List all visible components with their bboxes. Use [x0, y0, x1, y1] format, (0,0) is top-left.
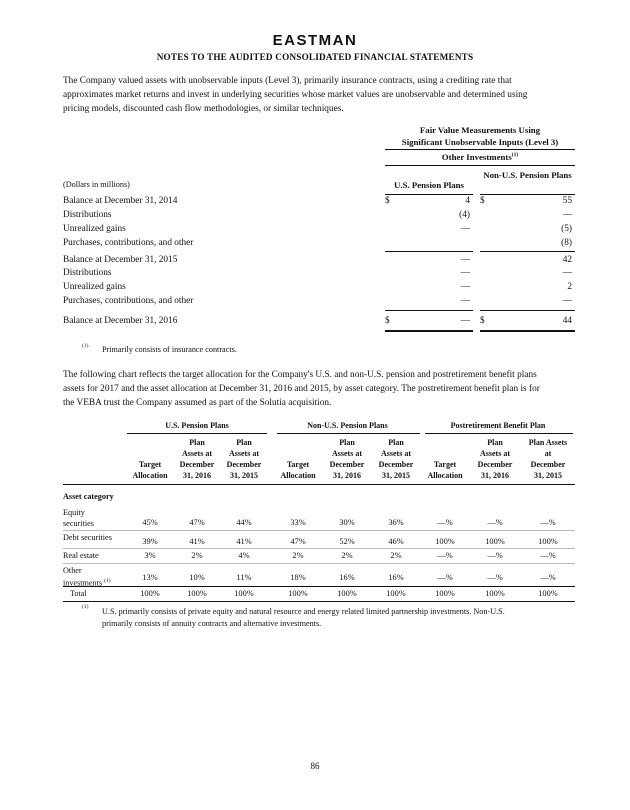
row-divider [63, 586, 575, 587]
col-header: Plan Assets at December 31, 2015 [378, 438, 414, 480]
col-nonus-pension: Non-U.S. Pension Plans [483, 170, 572, 180]
col-header: Plan Assets at December 31, 2015 [226, 438, 262, 480]
double-rule [385, 330, 473, 332]
row-divider [63, 548, 575, 549]
other-investments-header: Other Investments$^{(1)}$ [441, 152, 519, 162]
header-divider [63, 484, 575, 485]
row-divider [63, 601, 575, 602]
group-nonus-pension: Non-U.S. Pension Plans [307, 421, 388, 430]
divider [385, 251, 473, 252]
col-header: Target Allocation [280, 460, 316, 480]
divider [385, 194, 473, 195]
col-header: Plan Assets at December 31, 2016 [179, 438, 215, 480]
divider [277, 433, 420, 434]
row-divider [63, 563, 575, 564]
footnote-mark: (1) [82, 343, 89, 349]
col-us-pension: U.S. Pension Plans [394, 180, 464, 190]
col-header: Target Allocation [132, 460, 168, 480]
intro-paragraph: The Company valued assets with unobservable inputs (Level 3), primarily insurance contracts, using a crediting rate that approximates market returns and invest in underlying securities whose market values are unobservable and determined using pricing models, discounted cash flow methodologies, or similar techniques. [63, 76, 528, 114]
asset-category-label: Asset category [63, 492, 114, 501]
divider [385, 165, 575, 166]
divider [127, 433, 267, 434]
col-header: Target Allocation [427, 460, 463, 480]
divider [385, 310, 473, 311]
col-header: Plan Assets at December 31, 2016 [329, 438, 365, 480]
group-us-pension: U.S. Pension Plans [165, 421, 229, 430]
divider [385, 149, 575, 150]
divider [480, 310, 575, 311]
page-number: 86 [310, 761, 320, 771]
divider [480, 251, 575, 252]
row-divider [63, 530, 575, 531]
allocation-intro-paragraph: The following chart reflects the target allocation for the Company's U.S. and non-U.S. pension and postretirement benefit plans assets for 2017 and the asset allocation at December 31, 2016 and 2015, by asset category. The postretirement benefit plan is for the VEBA trust the Company assumed as part of the Solutia acquisition. [63, 370, 540, 408]
divider [480, 194, 575, 195]
divider [425, 433, 573, 434]
level3-table-header: Fair Value Measurements Using Significant Unobservable Inputs (Level 3) [401, 125, 559, 147]
footnote-mark: (1) [82, 604, 89, 610]
col-header: Plan Assets at December 31, 2015 [528, 438, 568, 480]
col-header: Plan Assets at December 31, 2016 [477, 438, 513, 480]
company-logo: EASTMAN [272, 32, 358, 49]
double-rule [480, 330, 575, 332]
page-title: NOTES TO THE AUDITED CONSOLIDATED FINANCIAL STATEMENTS [156, 52, 474, 62]
allocation-footnote: U.S. primarily consists of private equity and natural resource and energy related limited partnership investments. Non-U.S. primarily consists of annuity contracts and alternative investments. [102, 607, 505, 628]
level3-footnote: Primarily consists of insurance contracts. [102, 345, 237, 354]
group-postretirement: Postretirement Benefit Plan [450, 421, 546, 430]
units-label: (Dollars in millions) [63, 180, 130, 189]
